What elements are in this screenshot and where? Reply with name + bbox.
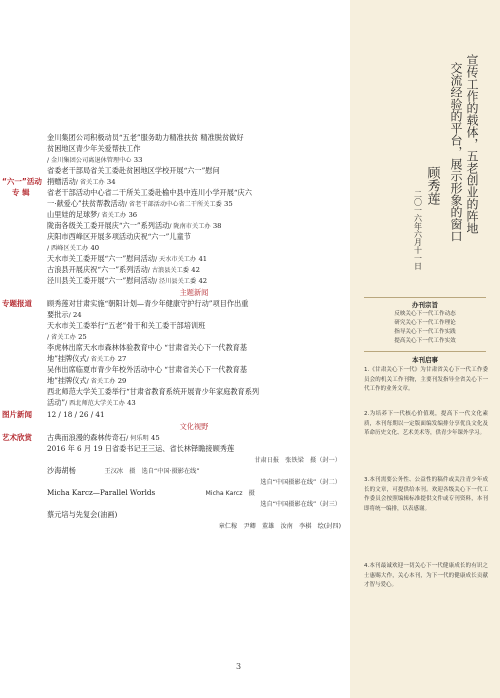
calligraphy-signature: 顾秀莲 (424, 166, 440, 205)
toc-entry[interactable]: 庆阳市西峰区开展多项活动庆祝“六一”儿童节 (47, 232, 191, 241)
calligraphy-line-2: 交流经验的平台，展示形象的窗口 (449, 62, 463, 242)
toc-entry[interactable]: 天水市关工委开展“六一”慰问活动/ 天水市关工办 41 (47, 254, 208, 263)
toc-entry[interactable]: / 西峰区关工办 40 (47, 244, 100, 252)
toc-entry[interactable]: 古浪县开展庆祝“六一”系列活动/ 古浪县关工委 42 (47, 265, 200, 274)
panel-heading-notice: 本刊启事 (412, 356, 438, 364)
toc-entry[interactable]: 金川集团公司积极动员“五老”服务助力精准扶贫 精准脱贫做好 (47, 133, 244, 142)
panel-heading-purpose: 办刊宗旨 (412, 301, 438, 309)
section-label-photo-news: 图片新闻 (2, 410, 32, 419)
toc-entry[interactable]: 捐赠活动/ 省关工办 34 (47, 177, 116, 186)
notice-paragraph: 1.《甘肃关心下一代》为甘肃省关心下一代工作委员会的机关工作刊物，主要刊发指导全省关心下一代工作的业务文章。 (364, 367, 488, 393)
toc-entry[interactable]: / 省关工办 25 (47, 333, 87, 341)
subheading-theme-news: 主题新闻 (179, 288, 209, 297)
subheading-culture: 文化视野 (179, 422, 209, 431)
page-number: 3 (236, 662, 242, 671)
toc-entry[interactable]: 地”挂牌仪式/ 省关工办 27 (47, 354, 127, 363)
toc-entry[interactable]: 山里娃的足球梦/ 省关工办 36 (47, 210, 138, 219)
toc-entry[interactable]: 贫困地区青少年关爱帮扶工作 (47, 144, 141, 153)
section-label-art: 艺术欣赏 (2, 433, 32, 442)
toc-entry[interactable]: 古典而浪漫的森林传奇石/ 何乐明 45 (47, 433, 160, 442)
purpose-item: 反映关心下一代工作动态 (394, 311, 456, 317)
notice-paragraph: 2.为培养下一代核心价值观，提高下一代文化素质，本刊每期以一定版面编发编排分享优良文化及革命历史文化、艺术美术等，供青少年课外学习。 (364, 411, 488, 437)
notice-paragraph: 4.本刊最诚欢迎一切关心下一代健康成长的有识之士惠赐大作，关心本刊，为下一代的健康成长贡献才智与爱心。 (364, 563, 488, 589)
toc-entry[interactable]: 西北师范大学关工委举行“甘肃省教育系统开展青少年家庭教育系列 (47, 387, 260, 396)
toc-credit: 选自“中国摄影在线”（封三） (260, 501, 341, 508)
toc-entry[interactable]: 要批示/ 24 (47, 310, 82, 319)
toc-entry[interactable]: 地”挂牌仪式/ 省关工办 29 (47, 376, 127, 385)
section-label-zhuanji: 专 辑 (12, 188, 30, 197)
toc-entry[interactable]: 沙海胡杨 王汉冰 摄 选自“中国·摄影在线” (47, 466, 200, 475)
calligraphy-line-1: 宣传工作的载体，五老创业的阵地 (465, 54, 479, 234)
toc-entry-photo-pages[interactable]: 12 / 18 / 26 / 41 (47, 410, 105, 419)
notice-paragraph: 3.本刊需要公务性、公益性的稿件或关注青少年成长的文章，可提供给本刊。欢迎各级关心下一代工作委员会按照编辑标准提供文件或专刊资料，本刊即将统一编排，以表感谢。 (364, 477, 488, 512)
divider (364, 297, 486, 298)
purpose-item: 提高关心下一代工作实效 (394, 338, 456, 344)
toc-entry[interactable]: 蔡元培与先复会(油画) (47, 510, 118, 519)
purpose-item: 研究关心下一代工作理论 (394, 320, 456, 326)
section-label-zhuanti: 专题报道 (2, 299, 32, 308)
toc-credit: 选自“中国摄影在线”（封二） (260, 479, 341, 486)
toc-entry[interactable]: 省委老干部局省关工委赴贫困地区学校开展“六一”慰问 (47, 166, 220, 175)
toc-entry[interactable]: 李虎林出席天水市森林体验教育中心 “甘肃省关心下一代教育基 (47, 343, 248, 352)
toc-entry[interactable]: / 金川集团公司离退休管理中心 33 (47, 156, 143, 164)
toc-entry[interactable]: 一·献爱心”扶贫帮教活动/ 省老干部活动中心省二干所关工委 35 (47, 199, 233, 208)
toc-entry[interactable]: 吴伟出席临夏市青少年校外活动中心 “甘肃省关心下一代教育基 (47, 365, 248, 374)
toc-entry[interactable]: Micha Karcz—Parallel Worlds Micha Karcz 摄 (47, 488, 255, 497)
purpose-item: 指导关心下一代工作实践 (394, 329, 456, 335)
divider (364, 351, 486, 352)
section-label-liuyi: “六一”活动 (2, 177, 42, 186)
toc-entry[interactable]: 陇南各级关工委开展庆“六一”系列活动/ 陇南市关工办 38 (47, 221, 222, 230)
toc-entry[interactable]: 2016 年 6 月 19 日省委书记王三运、省长林铎瞻接顾秀莲 (47, 444, 235, 453)
calligraphy-date: 二〇一六年六月十一日 (413, 190, 423, 270)
toc-entry[interactable]: 顾秀莲对甘肃实施“朝阳计划—青少年健康守护行动”项目作出重 (47, 299, 249, 308)
calligraphy-inscription (360, 40, 490, 280)
toc-entry[interactable]: 省老干部活动中心省二干所关工委赴榆中县中连川小学开展“庆六 (47, 188, 252, 197)
toc-entry[interactable]: 活动”/ 西北师范大学关工办 43 (47, 398, 136, 407)
toc-credit: 甘肃日报 张铁梁 摄（封一） (254, 457, 341, 464)
toc-entry[interactable]: 泾川县关工委开展“六一”慰问活动/ 泾川县关工委 42 (47, 276, 208, 285)
toc-entry[interactable]: 天水市关工委举行“五老”骨干和关工委干部培训班 (47, 321, 206, 330)
toc-credit: 章仁稼 尹卿 董雄 汝南 李棋 绘(封四) (218, 523, 341, 530)
